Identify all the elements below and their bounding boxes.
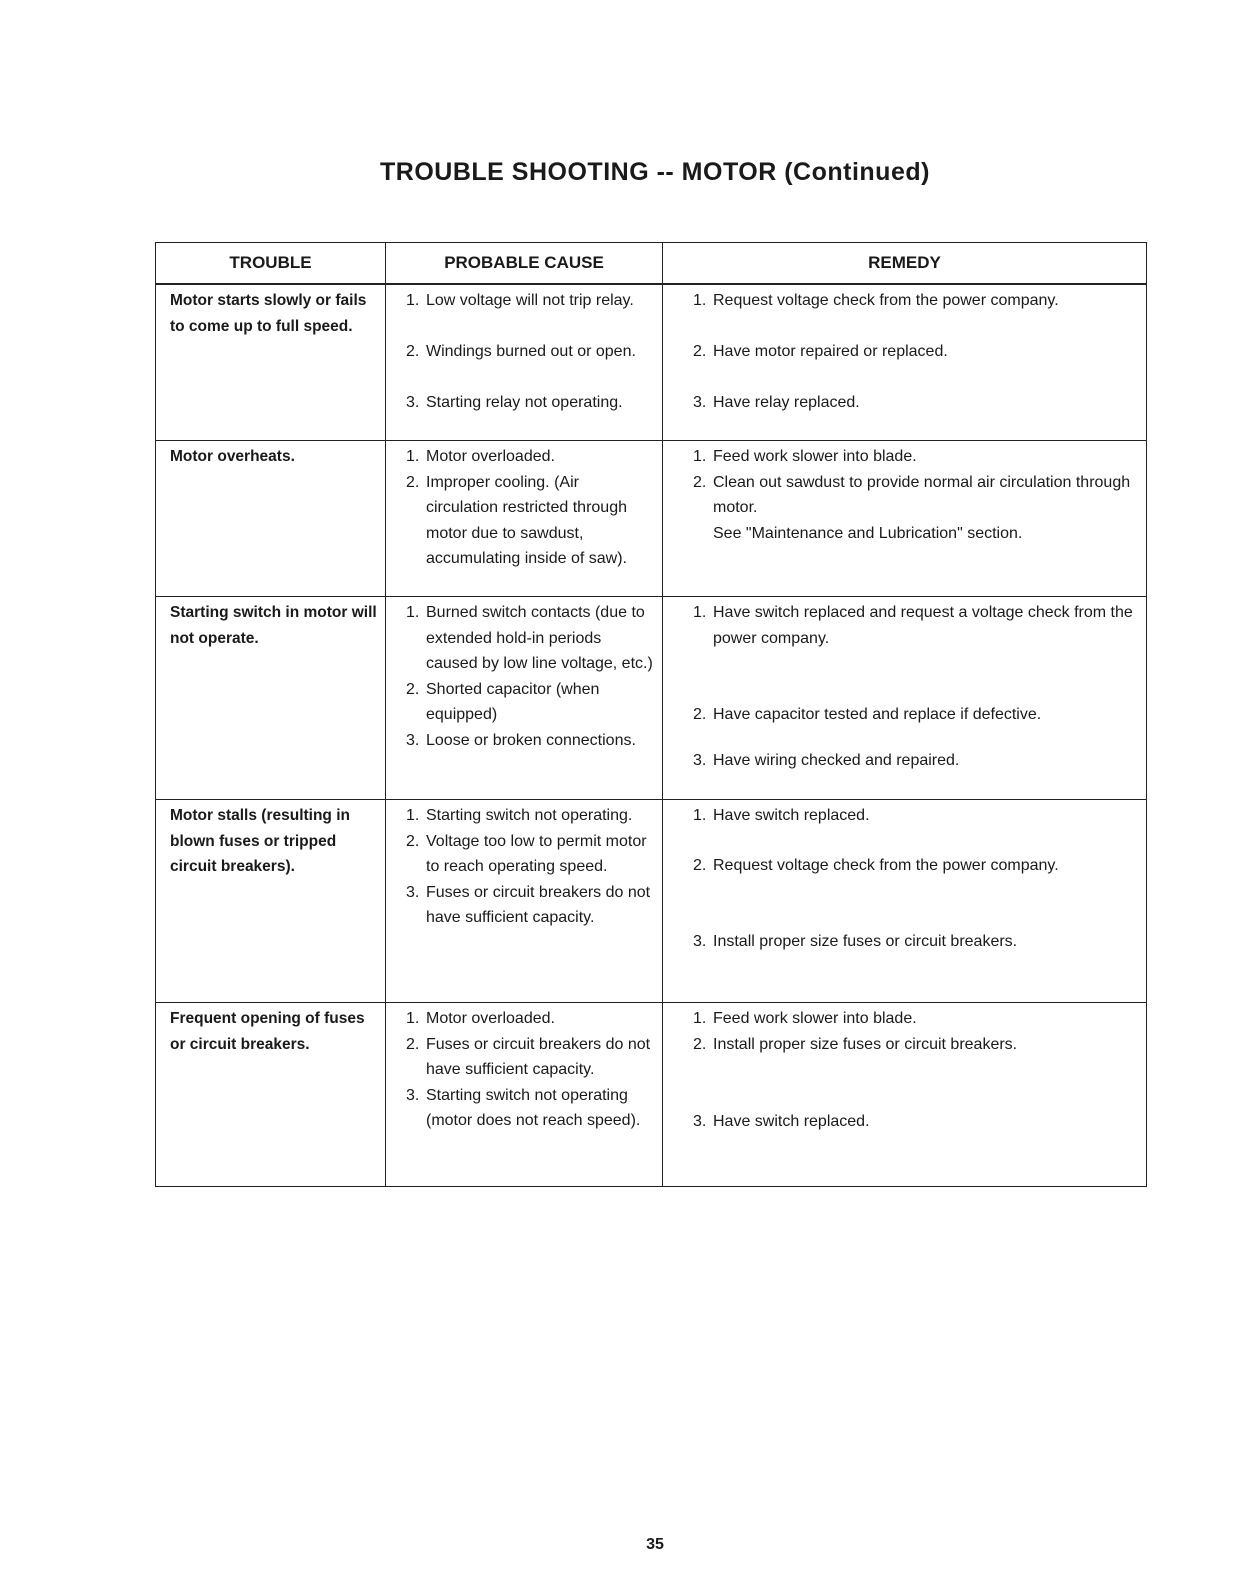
remedy-item: 2. Request voltage check from the power company. [693,857,1059,874]
header-probable-cause: PROBABLE CAUSE [386,243,663,285]
remedy-cell [663,441,1147,597]
trouble-cell: Motor starts slowly or fails to come up to full speed. [156,284,386,441]
trouble-shooting-table [155,242,1147,1187]
cause-cell [386,597,663,800]
remedy-item: 1. Feed work slower into blade. [693,448,917,465]
remedy-cell [663,597,1147,800]
table-row [156,1003,1147,1187]
table-row [156,441,1147,597]
trouble-cell: Motor stalls (resulting in blown fuses or tripped circuit breakers). [156,800,386,1003]
remedy-cell [663,284,1147,441]
cause-item: 2. Improper cooling. (Air circulation restricted through motor due to sawdust, accumulating inside of saw). [406,473,627,567]
cause-cell [386,284,663,441]
cause-item: 3. Loose or broken connections. [406,731,636,749]
remedy-item: 3. Have wiring checked and repaired. [693,752,960,769]
remedy-item: 3. Have relay replaced. [693,394,860,411]
cause-item: 3. Fuses or circuit breakers do not have sufficient capacity. [406,883,651,926]
remedy-item: 2. Clean out sawdust to provide normal air circulation through motor. [693,473,1131,516]
header-trouble: TROUBLE [156,243,386,285]
remedy-item: 3. Have switch replaced. [693,1112,870,1130]
table-row [156,800,1147,1003]
remedy-item: 1. Request voltage check from the power company. [693,292,1059,309]
cause-item: 1. Motor overloaded. [406,448,555,465]
cause-item: 2. Fuses or circuit breakers do not have sufficient capacity. [406,1035,651,1078]
cause-item: 1. Motor overloaded. [406,1010,555,1027]
cause-item: 3. Starting relay not operating. [406,394,623,411]
cause-item: 3. Starting switch not operating (motor does not reach speed). [406,1086,641,1129]
remedy-item: 1. Feed work slower into blade. [693,1010,917,1027]
cause-item: 1. Burned switch contacts (due to extended hold-in periods caused by low line voltage, etc.) [406,604,653,672]
header-remedy: REMEDY [663,243,1147,285]
page-number: 35 [646,1536,664,1553]
cause-cell [386,441,663,597]
table-header-row [156,243,1147,285]
cause-item: 1. Low voltage will not trip relay. [406,292,634,309]
cause-item: 2. Windings burned out or open. [406,343,636,360]
remedy-item: 2. Have capacitor tested and replace if defective. [693,706,1042,723]
trouble-cell: Starting switch in motor will not operate. [156,597,386,800]
page-title: TROUBLE SHOOTING -- MOTOR (Continued) [380,158,930,186]
remedy-item: 1. Have switch replaced and request a voltage check from the power company. [693,604,1133,647]
cause-item: 2. Shorted capacitor (when equipped) [406,680,600,723]
remedy-item: 1. Have switch replaced. [693,807,870,824]
trouble-cell: Frequent opening of fuses or circuit breakers. [156,1003,386,1187]
remedy-cell [663,1003,1147,1187]
remedy-item: See "Maintenance and Lubrication" section. [713,524,1023,542]
trouble-cell: Motor overheats. [156,441,386,597]
table-row [156,597,1147,800]
remedy-item: 2. Install proper size fuses or circuit breakers. [693,1035,1018,1053]
remedy-item: 3. Install proper size fuses or circuit breakers. [693,933,1018,950]
remedy-cell [663,800,1147,1003]
cause-cell [386,1003,663,1187]
cause-item: 2. Voltage too low to permit motor to reach operating speed. [406,832,647,875]
cause-item: 1. Starting switch not operating. [406,807,633,824]
remedy-item: 2. Have motor repaired or replaced. [693,343,948,360]
table-row [156,284,1147,441]
cause-cell [386,800,663,1003]
